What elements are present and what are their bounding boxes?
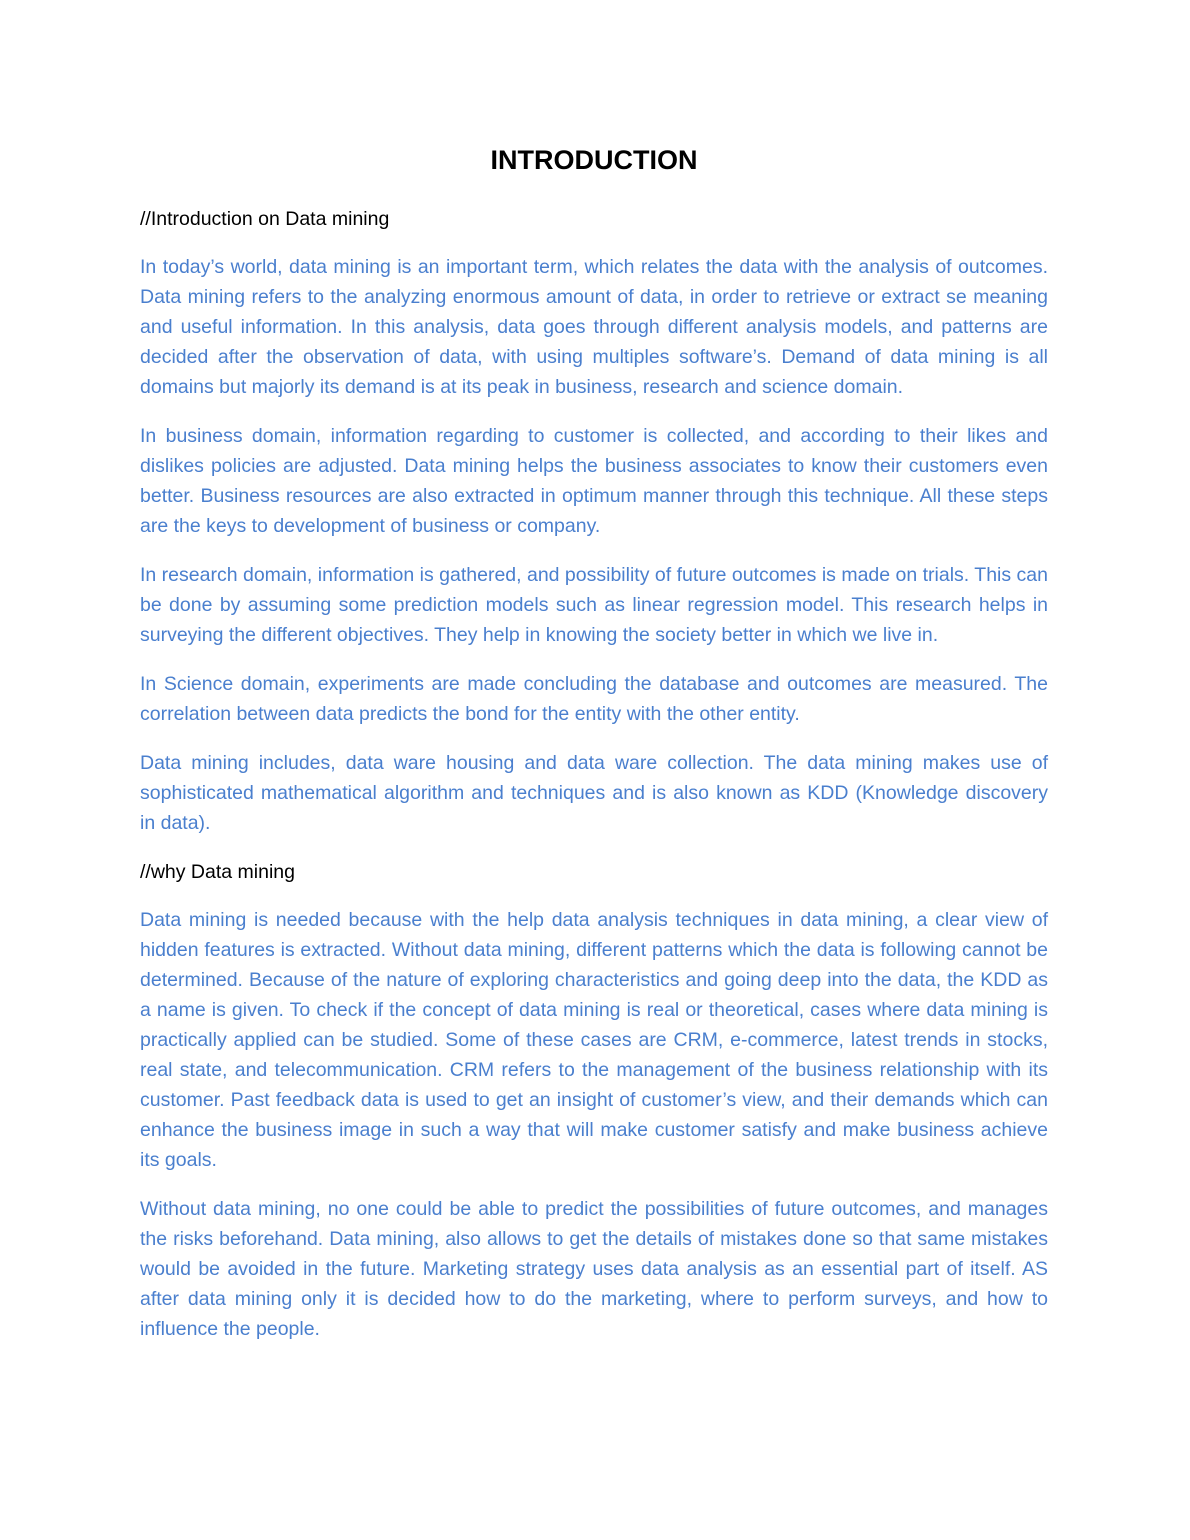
paragraph: In business domain, information regarding to customer is collected, and according to their likes and dislikes policies are adjusted. Data mining helps the business associates to know their customers even better. Business resources are also extracted in optimum manner through this technique. All these steps are the keys to development of business or company.	[140, 425, 1048, 537]
paragraph: Data mining is needed because with the help data analysis techniques in data mining, a clear view of hidden features is extracted. Without data mining, different patterns which the data is following cannot be determined. Because of the nature of exploring characteristics and going deep into the data, the KDD as a name is given. To check if the concept of data mining is real or theoretical, cases where data mining is practically applied can be studied. Some of these cases are CRM, e-commerce, latest trends in stocks, real state, and telecommunication. CRM refers to the management of the business relationship with its customer. Past feedback data is used to get an insight of customer’s view, and their demands which can enhance the business image in such a way that will make customer satisfy and make business achieve its goals.	[140, 909, 1048, 1171]
document-page	[140, 140, 1048, 1363]
section-comment-introduction: //Introduction on Data mining	[140, 208, 390, 230]
paragraph: Data mining includes, data ware housing and data ware collection. The data mining makes use of sophisticated mathematical algorithm and techniques and is also known as KDD (Knowledge discovery in data).	[140, 752, 1048, 834]
page-title: INTRODUCTION	[490, 145, 698, 175]
paragraph: Without data mining, no one could be able to predict the possibilities of future outcomes, and manages the risks beforehand. Data mining, also allows to get the details of mistakes done so that same mistakes would be avoided in the future. Marketing strategy uses data analysis as an essential part of itself. AS after data mining only it is decided how to do the marketing, where to perform surveys, and how to influence the people.	[140, 1198, 1048, 1340]
section-comment-why-data-mining: //why Data mining	[140, 861, 295, 883]
paragraph: In Science domain, experiments are made concluding the database and outcomes are measured. The correlation between data predicts the bond for the entity with the other entity.	[140, 673, 1048, 725]
paragraph: In research domain, information is gathered, and possibility of future outcomes is made on trials. This can be done by assuming some prediction models such as linear regression model. This research helps in surveying the different objectives. They help in knowing the society better in which we live in.	[140, 564, 1048, 646]
paragraph: In today’s world, data mining is an important term, which relates the data with the analysis of outcomes. Data mining refers to the analyzing enormous amount of data, in order to retrieve or extract se meaning and useful information. In this analysis, data goes through different analysis models, and patterns are decided after the observation of data, with using multiples software’s. Demand of data mining is all domains but majorly its demand is at its peak in business, research and science domain.	[140, 256, 1048, 398]
